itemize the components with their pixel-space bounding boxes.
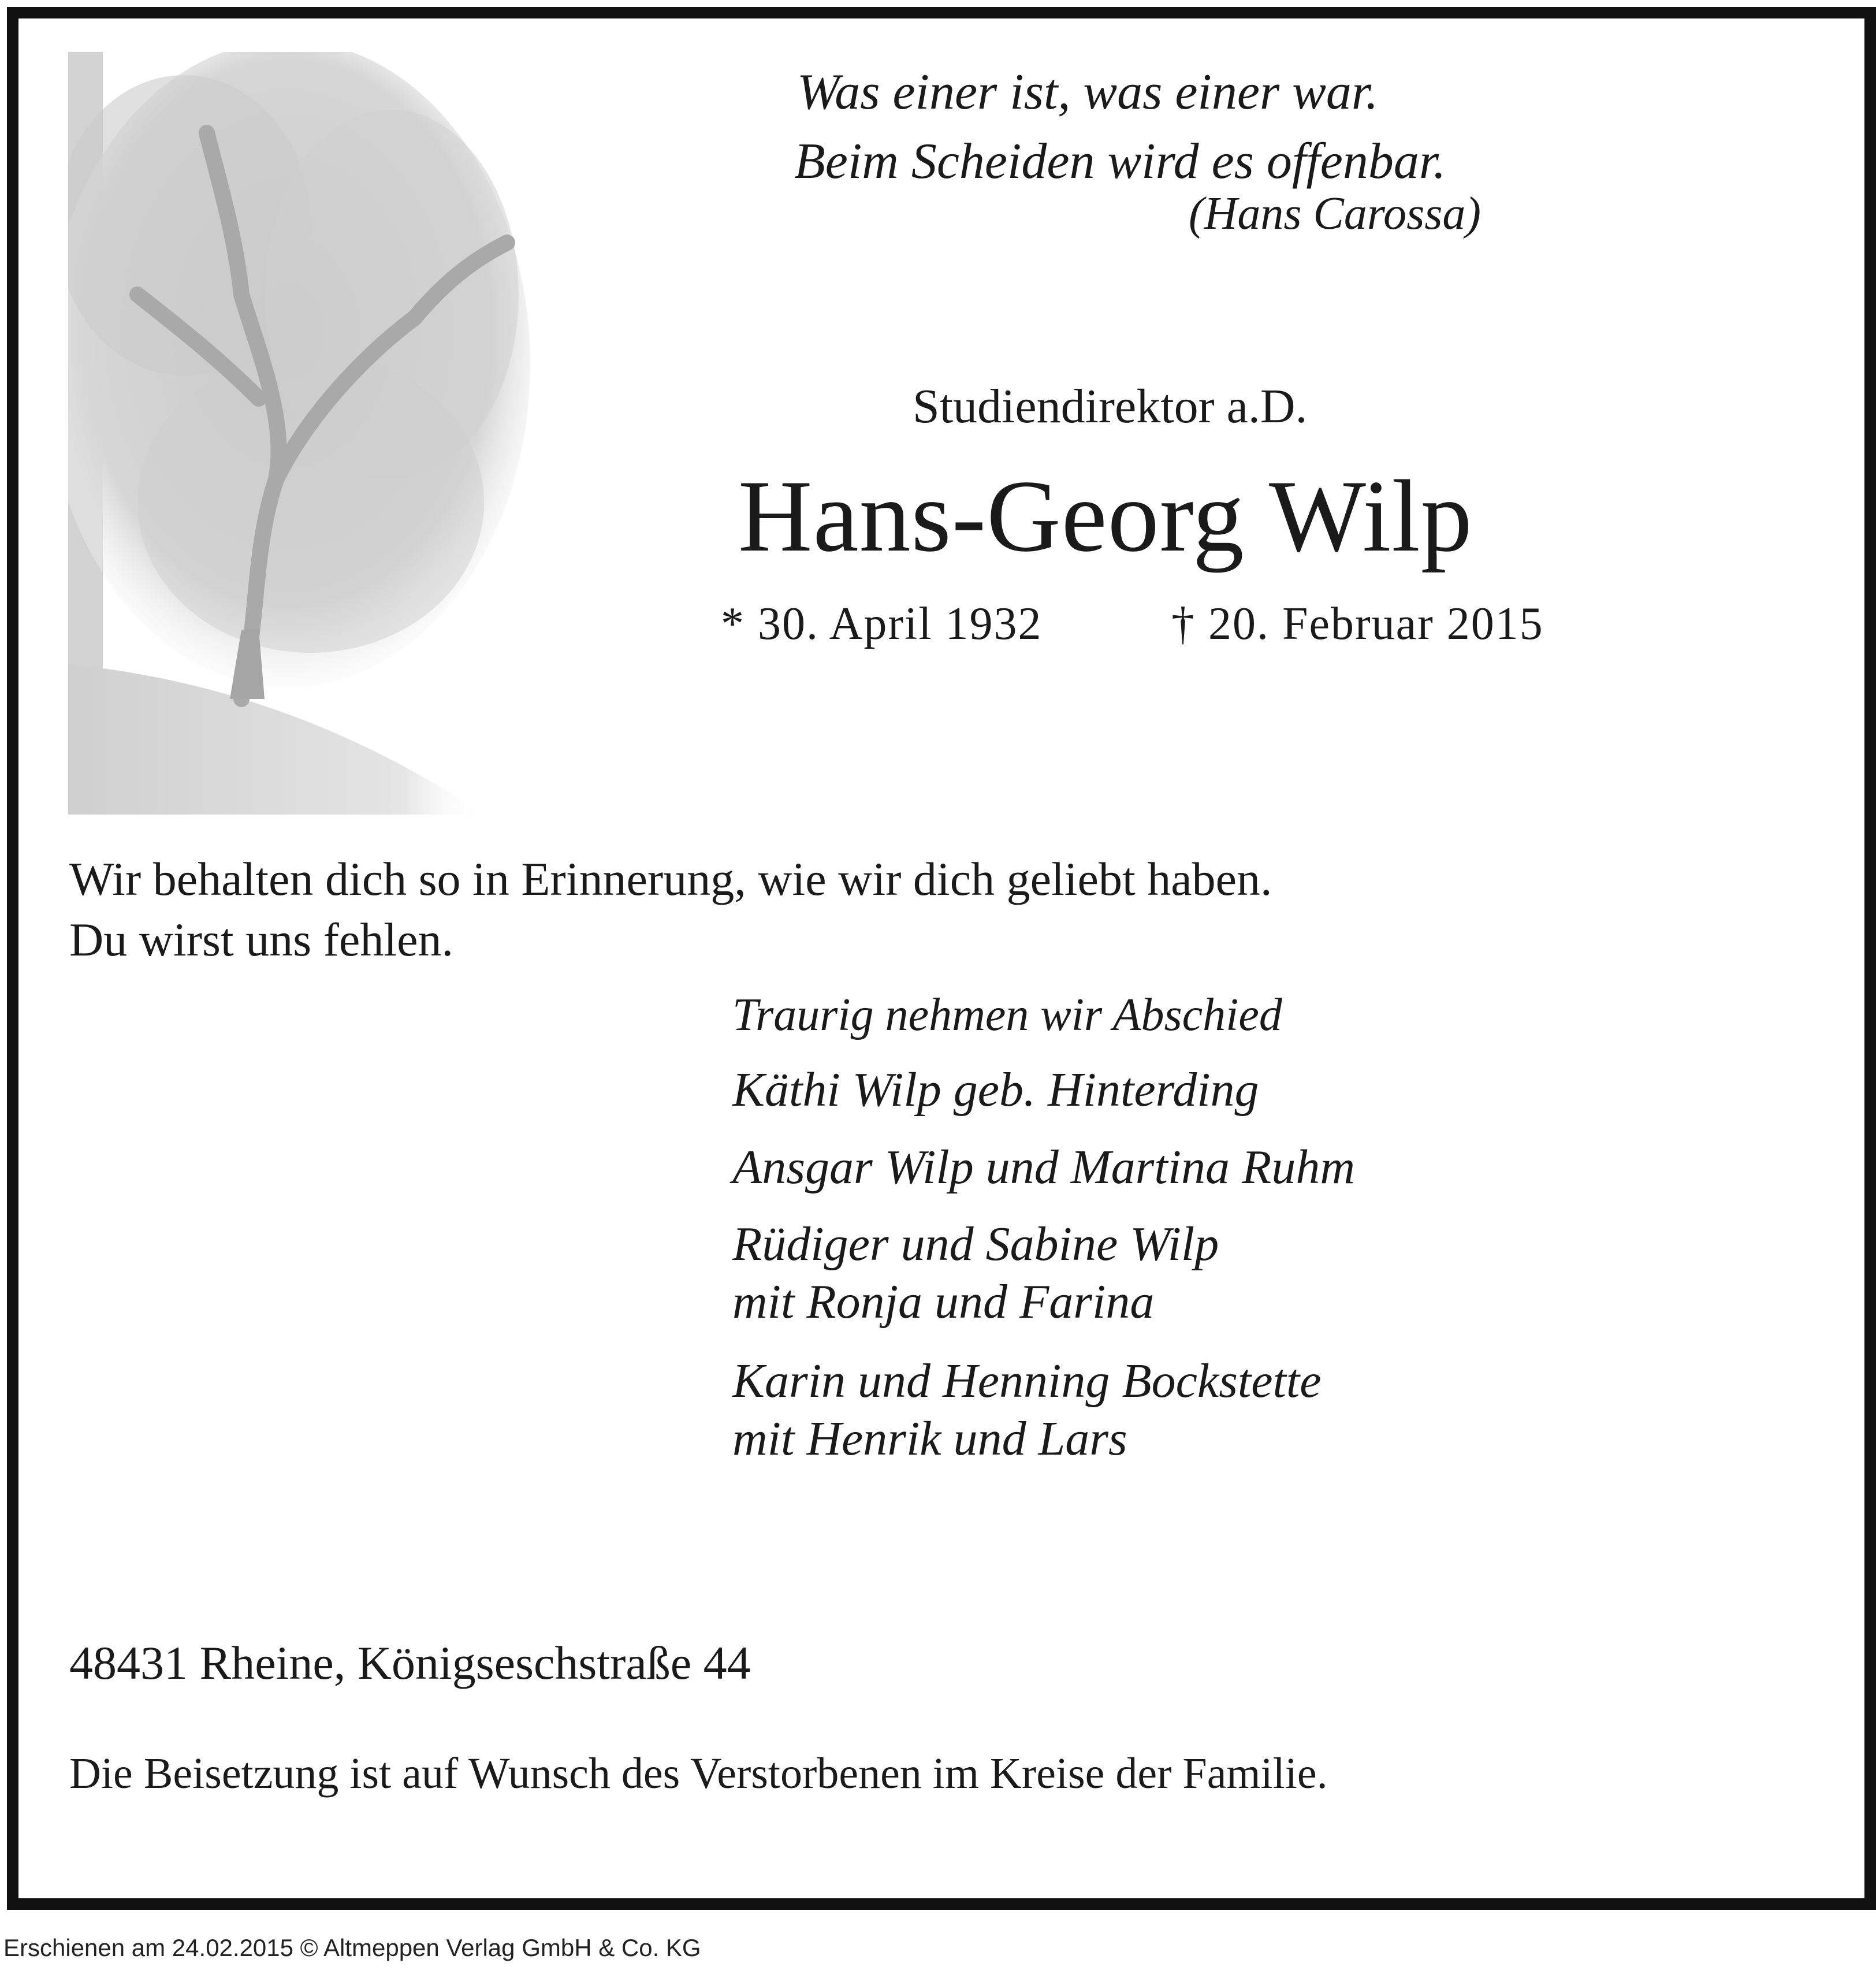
quote-author: (Hans Carossa) xyxy=(1189,188,1481,239)
mourner-line: mit Henrik und Lars xyxy=(732,1412,1127,1466)
closing-line-1: Wir behalten dich so in Erinnerung, wie wir dich geliebt haben. xyxy=(69,853,1272,905)
closing-line-2: Du wirst uns fehlen. xyxy=(69,913,454,966)
deceased-title: Studiendirektor a.D. xyxy=(913,380,1308,433)
publication-footer: Erschienen am 24.02.2015 © Altmeppen Verlag GmbH & Co. KG xyxy=(3,1934,701,1961)
mourners-intro: Traurig nehmen wir Abschied xyxy=(732,990,1282,1040)
tree-image xyxy=(68,52,565,815)
quote-line-1: Was einer ist, was einer war. xyxy=(797,64,1379,120)
mourner-line: Käthi Wilp geb. Hinterding xyxy=(732,1063,1259,1117)
mourner-line: mit Ronja und Farina xyxy=(732,1275,1155,1329)
birth-date: * 30. April 1932 xyxy=(721,598,1043,649)
funeral-note: Die Beisetzung ist auf Wunsch des Verstorbenen im Kreise der Familie. xyxy=(69,1749,1328,1798)
quote-line-2: Beim Scheiden wird es offenbar. xyxy=(794,133,1446,189)
death-date: † 20. Februar 2015 xyxy=(1171,598,1544,649)
mourner-line: Karin und Henning Bockstette xyxy=(732,1354,1322,1408)
mourner-line: Rüdiger und Sabine Wilp xyxy=(732,1217,1219,1271)
family-address: 48431 Rheine, Königseschstraße 44 xyxy=(69,1637,751,1689)
mourner-line: Ansgar Wilp und Martina Ruhm xyxy=(732,1140,1356,1194)
deceased-name: Hans-Georg Wilp xyxy=(738,459,1473,573)
